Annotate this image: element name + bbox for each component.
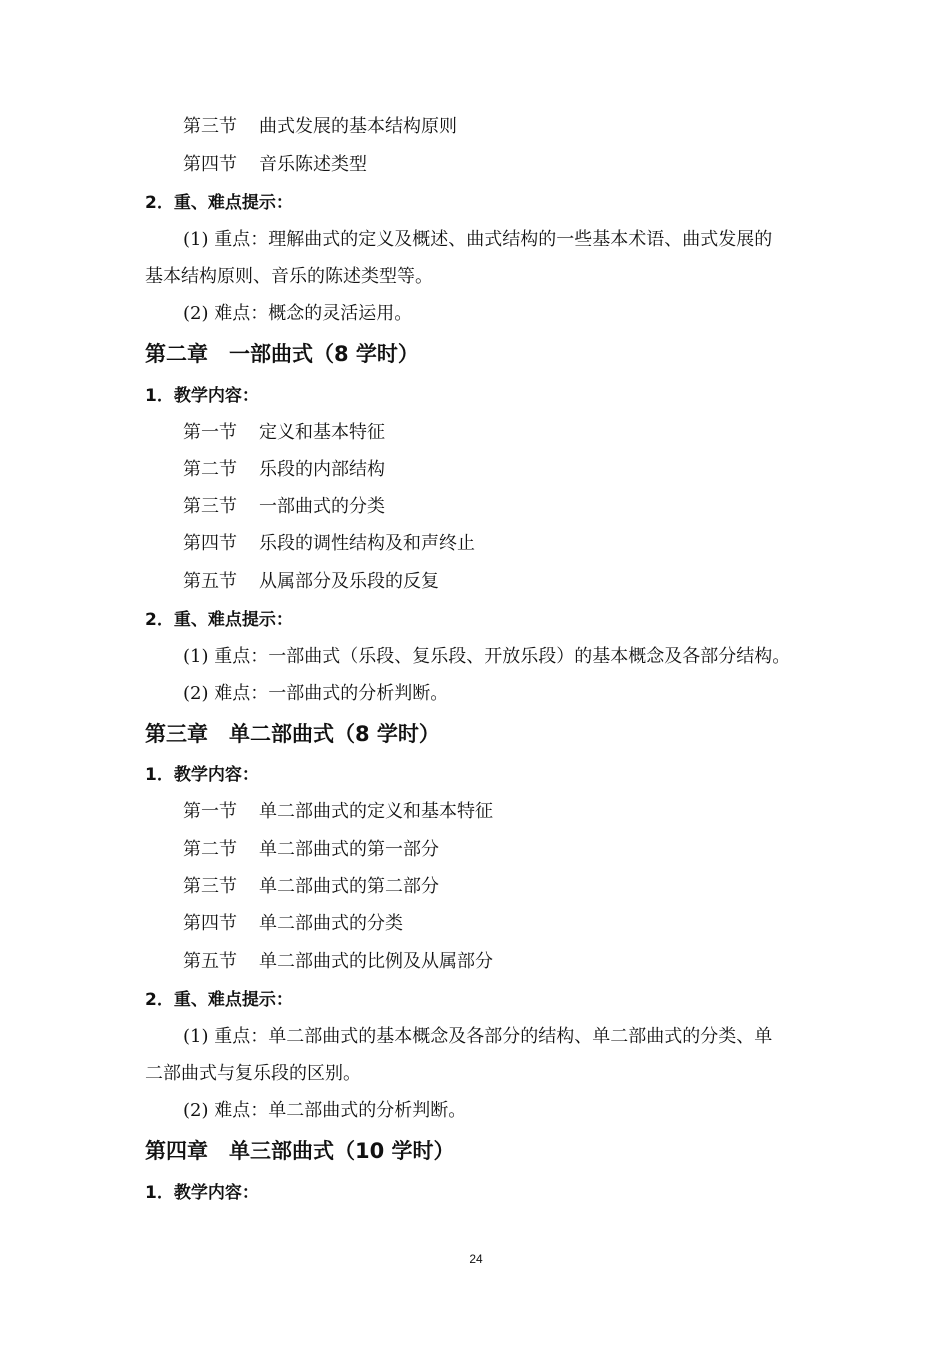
- section-title: 单二部曲式的第二部分: [259, 876, 439, 897]
- section-title: 单二部曲式的比例及从属部分: [259, 951, 493, 972]
- section-line: [183, 838, 439, 862]
- chapter-title: 第三章 单二部曲式（8 学时）: [145, 722, 440, 746]
- difficulty-text: (2) 难点：单二部曲式的分析判断。: [183, 1100, 467, 1121]
- section-number: 第五节: [183, 571, 237, 592]
- section-number: 第三节: [183, 496, 237, 517]
- section-number: 第二节: [183, 839, 237, 860]
- section-title: 从属部分及乐段的反复: [259, 571, 439, 592]
- section-title: 曲式发展的基本结构原则: [259, 116, 457, 137]
- section-line: [183, 153, 367, 177]
- section-line: [183, 458, 385, 482]
- difficulty-text: (2) 难点：一部曲式的分析判断。: [183, 683, 449, 704]
- content-heading: 1．教学内容：: [145, 765, 259, 785]
- section-title: 音乐陈述类型: [259, 154, 367, 175]
- section-number: 第四节: [183, 154, 237, 175]
- key-points-heading: 2．重、难点提示：: [145, 610, 293, 630]
- section-title: 单二部曲式的分类: [259, 913, 403, 934]
- section-line: [183, 495, 385, 519]
- section-number: 第五节: [183, 951, 237, 972]
- key-point-text: (1) 重点：理解曲式的定义及概述、曲式结构的一些基本术语、曲式发展的: [183, 229, 773, 250]
- section-line: [183, 875, 439, 899]
- section-title: 单二部曲式的定义和基本特征: [259, 801, 493, 822]
- section-line: [183, 800, 493, 824]
- section-title: 单二部曲式的第一部分: [259, 839, 439, 860]
- section-line: [183, 421, 385, 445]
- section-line: [183, 115, 457, 139]
- page-number: 24: [469, 1252, 483, 1266]
- key-point-text: (1) 重点：单二部曲式的基本概念及各部分的结构、单二部曲式的分类、单: [183, 1026, 773, 1047]
- chapter-title: 第二章 一部曲式（8 学时）: [145, 342, 419, 366]
- content-heading: 1．教学内容：: [145, 386, 259, 406]
- section-number: 第一节: [183, 422, 237, 443]
- key-point-text-cont: 基本结构原则、音乐的陈述类型等。: [145, 266, 433, 287]
- section-title: 乐段的调性结构及和声终止: [259, 533, 475, 554]
- key-points-heading: 2．重、难点提示：: [145, 193, 293, 213]
- chapter-title: 第四章 单三部曲式（10 学时）: [145, 1139, 455, 1163]
- section-number: 第三节: [183, 116, 237, 137]
- section-line: [183, 950, 493, 974]
- section-number: 第三节: [183, 876, 237, 897]
- section-line: [183, 912, 403, 936]
- section-number: 第二节: [183, 459, 237, 480]
- section-title: 乐段的内部结构: [259, 459, 385, 480]
- content-heading: 1．教学内容：: [145, 1183, 259, 1203]
- section-title: 定义和基本特征: [259, 422, 385, 443]
- key-points-heading: 2．重、难点提示：: [145, 990, 293, 1010]
- key-point-text-cont: 二部曲式与复乐段的区别。: [145, 1063, 361, 1084]
- section-number: 第一节: [183, 801, 237, 822]
- key-point-text: (1) 重点：一部曲式（乐段、复乐段、开放乐段）的基本概念及各部分结构。: [183, 646, 791, 667]
- section-number: 第四节: [183, 533, 237, 554]
- section-number: 第四节: [183, 913, 237, 934]
- section-title: 一部曲式的分类: [259, 496, 385, 517]
- section-line: [183, 570, 439, 594]
- section-line: [183, 532, 475, 556]
- difficulty-text: (2) 难点：概念的灵活运用。: [183, 303, 413, 324]
